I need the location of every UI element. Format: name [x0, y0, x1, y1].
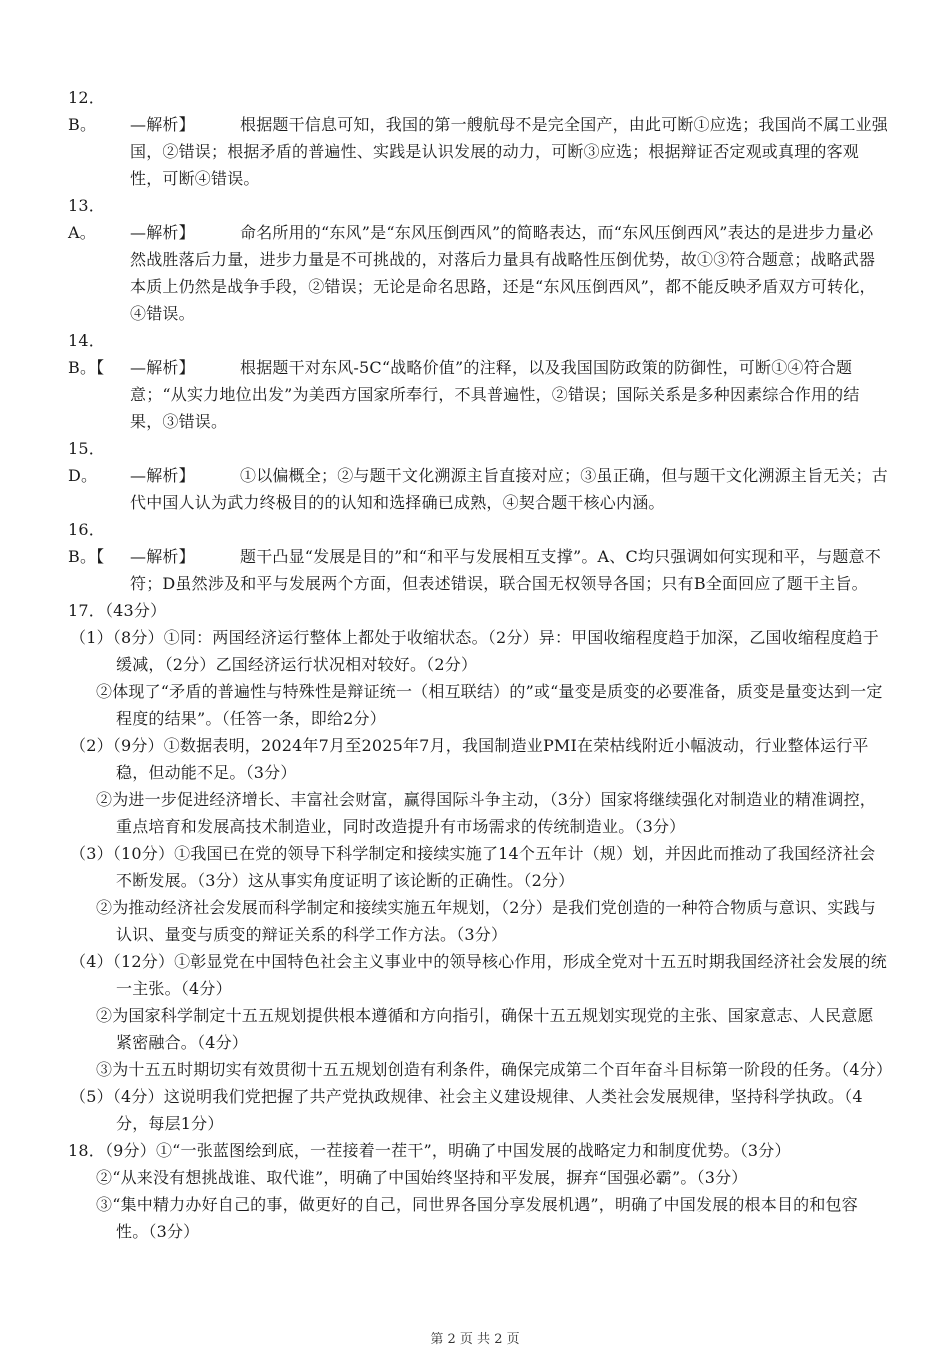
- answer-page: [68, 84, 893, 1245]
- answer-12: [68, 84, 888, 192]
- answer-16: [68, 516, 888, 597]
- q17-sub-4-point: ③为十五五时期切实有效贯彻十五五规划创造有利条件，确保完成第二个百年奋斗目标第一阶段的任务。（4分）: [96, 1060, 893, 1079]
- analysis-heading: —解析】: [130, 223, 195, 242]
- q17-sub-3: [68, 840, 888, 894]
- sub-label: （3）（10分）: [70, 844, 175, 863]
- answer-13: [68, 192, 888, 327]
- sub-label: （1）（8分）: [70, 628, 164, 647]
- q17-sub-1-point: ②体现了“矛盾的普遍性与特殊性是辩证统一（相互联结）的”或“量变是质变的必要准备，质变是量变达到一定程度的结果”。（任答一条，即给2分）: [96, 682, 883, 728]
- q17-sub-3-point: ②为推动经济社会发展而科学制定和接续实施五年规划，（2分）是我们党创造的一种符合物质与意识、实践与认识、量变与质变的辩证关系的科学工作方法。（3分）: [96, 898, 876, 944]
- answer-number: 16．B。【: [68, 520, 105, 566]
- sub-text: 这说明我们党把握了共产党执政规律、社会主义建设规律、人类社会发展规律，坚持科学执政。（4分，每层1分）: [116, 1087, 863, 1133]
- q18-point: ②“从来没有想挑战谁、取代谁”，明确了中国始终坚持和平发展，摒弃“国强必霸”。（3分）: [96, 1168, 748, 1187]
- analysis-text: 命名所用的“东风”是“东风压倒西风”的简略表达，而“东风压倒西风”表达的是进步力量必然战胜落后力量，进步力量是不可挑战的，对落后力量具有战略性压倒优势，故①③符合题意；战略武器本质上仍然是战争手段，②错误；无论是命名思路，还是“东风压倒西风”，都不能反映矛盾双方可转化，④错误。: [130, 223, 876, 323]
- q18-point: ③“集中精力办好自己的事，做更好的自己，同世界各国分享发展机遇”，明确了中国发展的根本目的和包容性。（3分）: [96, 1195, 858, 1241]
- q17-sub-4: [68, 948, 888, 1002]
- sub-text: ①同：两国经济运行整体上都处于收缩状态。（2分）异：甲国收缩程度趋于加深，乙国收缩程度趋于缓减，（2分）乙国经济运行状况相对较好。（2分）: [116, 628, 879, 674]
- page-footer: 第 2 页 共 2 页: [430, 1332, 520, 1347]
- sub-label: （4）（12分）: [70, 952, 175, 971]
- sub-text: ①彰显党在中国特色社会主义事业中的领导核心作用，形成全党对十五五时期我国经济社会发展的统一主张。（4分）: [116, 952, 887, 998]
- sub-label: （5）（4分）: [70, 1087, 164, 1106]
- question-18: [68, 1137, 888, 1164]
- q17-sub-2: [68, 732, 888, 786]
- analysis-heading: —解析】: [130, 466, 195, 485]
- question-18-label: 18．（9分）: [68, 1141, 156, 1160]
- answer-number: 13．A。: [68, 196, 105, 242]
- question-18-first-point: ①“一张蓝图绘到底，一茬接着一茬干”，明确了中国发展的战略定力和制度优势。（3分）: [155, 1141, 791, 1160]
- analysis-text: ①以偏概全；②与题干文化溯源主旨直接对应；③虽正确，但与题干文化溯源主旨无关；古代中国人认为武力终极目的的认知和选择确已成熟，④契合题干核心内涵。: [130, 466, 889, 512]
- answer-14: [68, 327, 888, 435]
- sub-text: ①我国已在党的领导下科学制定和接续实施了14个五年计（规）划，并因此而推动了我国经济社会不断发展。（3分）这从事实角度证明了该论断的正确性。（2分）: [116, 844, 876, 890]
- analysis-text: 题干凸显“发展是目的”和“和平与发展相互支撑”。A、C均只强调如何实现和平，与题意不符；D虽然涉及和平与发展两个方面，但表述错误，联合国无权领导各国；只有B全面回应了题干主旨。: [130, 547, 881, 593]
- answer-15: [68, 435, 888, 516]
- analysis-text: 根据题干信息可知，我国的第一艘航母不是完全国产，由此可断①应选；我国尚不属工业强国，②错误；根据矛盾的普遍性、实践是认识发展的动力，可断③应选；根据辩证否定观或真理的客观性，可断④错误。: [130, 115, 889, 188]
- q17-sub-1: [68, 624, 888, 678]
- analysis-text: 根据题干对东风-5C“战略价值”的注释，以及我国国防政策的防御性，可断①④符合题意；“从实力地位出发”为美西方国家所奉行，不具普遍性，②错误；国际关系是多种因素综合作用的结果，③错误。: [130, 358, 860, 431]
- answer-number: 14．B。【: [68, 331, 105, 377]
- q17-sub-5: [68, 1083, 888, 1137]
- answer-number: 12．B。: [68, 88, 105, 134]
- q17-sub-2-point: ②为进一步促进经济增长、丰富社会财富，赢得国际斗争主动，（3分）国家将继续强化对制造业的精准调控，重点培育和发展高技术制造业，同时改造提升有市场需求的传统制造业。（3分）: [96, 790, 876, 836]
- question-17-title: 17．（43分）: [68, 601, 167, 620]
- answer-number: 15．D。: [68, 439, 105, 485]
- q17-sub-4-point: ②为国家科学制定十五五规划提供根本遵循和方向指引，确保十五五规划实现党的主张、国家意志、人民意愿紧密融合。（4分）: [96, 1006, 874, 1052]
- analysis-heading: —解析】: [130, 358, 195, 377]
- sub-label: （2）（9分）: [70, 736, 164, 755]
- analysis-heading: —解析】: [130, 115, 195, 134]
- sub-text: ①数据表明，2024年7月至2025年7月，我国制造业PMI在荣枯线附近小幅波动，行业整体运行平稳，但动能不足。（3分）: [116, 736, 869, 782]
- analysis-heading: —解析】: [130, 547, 195, 566]
